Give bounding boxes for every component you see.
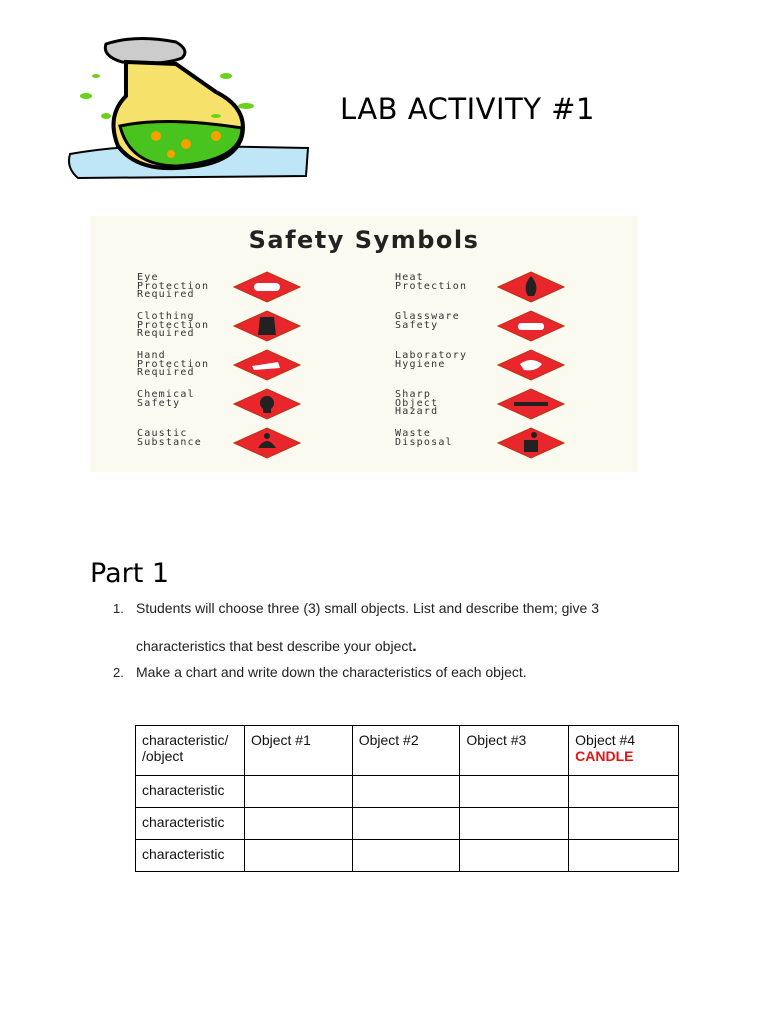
goggles-icon [232,270,302,304]
symbol-label-right-0: Heat Protection [395,272,468,292]
step-1-line-2: characteristics that best describe your object. [136,638,417,655]
caustic-icon [232,426,302,460]
table-row [136,776,679,808]
scalpel-icon [496,387,566,421]
symbol-label-right-4: Waste Disposal [395,428,453,448]
header-cell: characteristic/ /object [136,726,245,776]
table-cell[interactable] [460,776,569,808]
page-title: LAB ACTIVITY #1 [340,92,595,126]
glove-icon [232,348,302,382]
object-4-label: Object #4 [575,732,636,748]
safety-symbols-heading: Safety Symbols [248,226,480,254]
table-cell[interactable] [569,840,679,872]
header-cell: Object #2 [352,726,460,776]
waste-icon [496,426,566,460]
symbol-label-right-2: Laboratory Hygiene [395,350,468,370]
flask-clipart-icon [66,36,310,180]
table-cell[interactable] [569,808,679,840]
characteristics-table [135,725,679,872]
step-1-line-1: Students will choose three (3) small objects. List and describe them; give 3 [136,600,600,616]
symbol-label-left-2: Hand Protection Required [137,350,210,378]
part-title: Part 1 [90,558,170,589]
table-cell[interactable] [460,840,569,872]
table-cell[interactable] [352,840,460,872]
step-1-period: . [412,638,417,655]
row-label-cell: characteristic [136,808,245,840]
table-cell[interactable] [244,808,352,840]
apron-icon [232,309,302,343]
row-label-cell: characteristic [136,776,245,808]
row-label-cell: characteristic [136,840,245,872]
table-cell[interactable] [244,840,352,872]
step-number: 2. [113,665,124,680]
symbol-label-right-1: Glassware Safety [395,311,460,331]
symbol-label-left-0: Eye Protection Required [137,272,210,300]
step-number: 1. [113,601,124,616]
candle-label: CANDLE [575,748,634,764]
table-cell[interactable] [244,776,352,808]
table-row [136,840,679,872]
table-cell[interactable] [352,776,460,808]
step-2-line-1: Make a chart and write down the characteristics of each object. [136,664,527,680]
symbol-label-left-1: Clothing Protection Required [137,311,210,339]
symbol-label-left-4: Caustic Substance [137,428,202,448]
header-cell: Object #1 [244,726,352,776]
hand-wash-icon [496,348,566,382]
header-cell: Object #3 [460,726,569,776]
skull-icon [232,387,302,421]
safety-symbols-chart [90,216,638,472]
table-row [136,808,679,840]
table-cell[interactable] [352,808,460,840]
header-cell [569,726,679,776]
symbol-label-left-3: Chemical Safety [137,389,195,409]
test-tube-icon [496,309,566,343]
table-header-row [136,726,679,776]
table-cell[interactable] [569,776,679,808]
flame-icon [496,270,566,304]
symbol-label-right-3: Sharp Object Hazard [395,389,439,417]
table-cell[interactable] [460,808,569,840]
